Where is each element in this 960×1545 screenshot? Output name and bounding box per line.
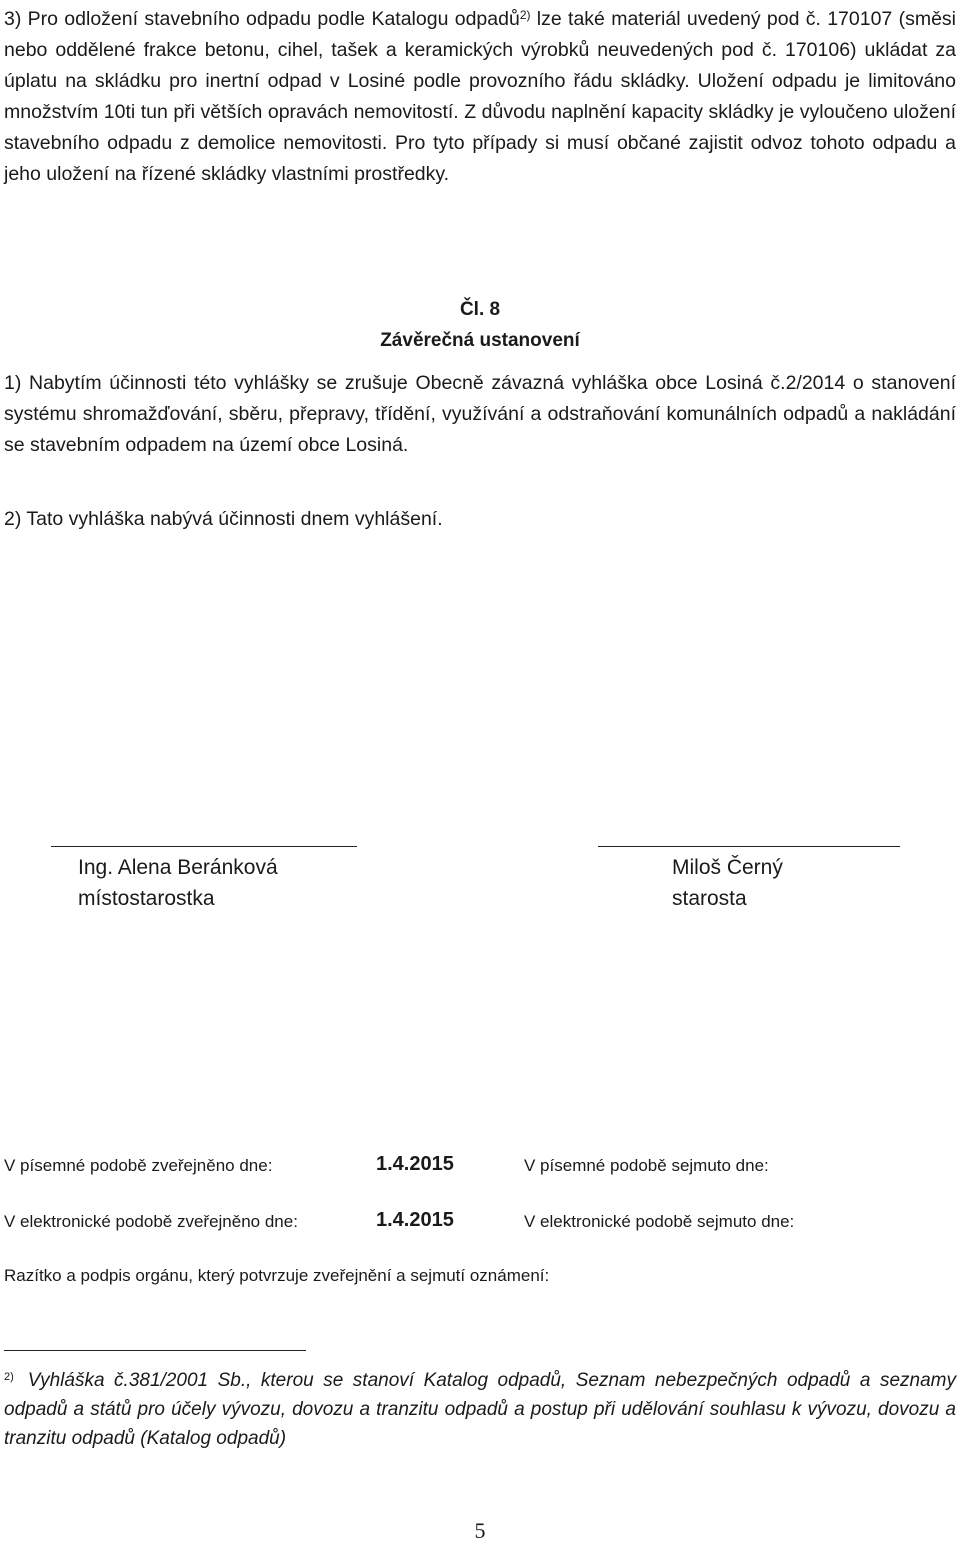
footnote-text: Vyhláška č.381/2001 Sb., kterou se stanoví Katalog odpadů, Seznam nebezpečných odpadů a seznamy odpadů a států pro účely vývozu, dovozu a tranzitu odpadů a postup při udělování souhlasu k vývozu, dovozu a tranzitu odpadů (Katalog odpadů): [4, 1370, 956, 1449]
electronic-published-label: V elektronické podobě zveřejněno dne:: [4, 1212, 298, 1231]
paragraph-number: 3): [4, 8, 22, 30]
page-number: 5: [474, 1518, 486, 1543]
stamp-and-signature-label: Razítko a podpis orgánu, který potvrzuje zveřejnění a sejmutí oznámení:: [4, 1266, 550, 1285]
article-item-2: 2) Tato vyhláška nabývá účinnosti dnem vyhlášení.: [4, 508, 443, 530]
article-item-1: 1) Nabytím účinnosti této vyhlášky se zrušuje Obecně závazná vyhláška obce Losiná č.2/2014 o stanovení systému shromažďování, sběru, přepravy, třídění, využívání a odstraňování komunálních odpadů a nakládání se stavebním odpadem na území obce Losiná.: [4, 372, 956, 456]
footnote-reference: 2): [519, 8, 531, 22]
printed-published-date: 1.4.2015: [376, 1153, 454, 1175]
article-title: Závěrečná ustanovení: [380, 330, 580, 351]
signatory-role-right: starosta: [672, 887, 747, 910]
footnote-separator: [4, 1350, 306, 1351]
article-number: Čl. 8: [459, 299, 501, 320]
signature-line-left: [51, 846, 357, 847]
printed-published-label: V písemné podobě zveřejněno dne:: [4, 1156, 273, 1175]
signatory-role-left: místostarostka: [78, 887, 215, 910]
footnote-mark: 2): [4, 1371, 14, 1383]
printed-removed-label: V písemné podobě sejmuto dne:: [524, 1156, 769, 1175]
paragraph-body: lze také materiál uvedený pod č. 170107 (směsi nebo oddělené frakce betonu, cihel, tašek a keramických výrobků neuvedených pod č. 170106) ukládat za úplatu na skládku pro inertní odpad v Losiné podle provozního řádu skládky. Uložení odpadu je limitováno množstvím 10ti tun při větších opravách nemovitostí. Z důvodu naplnění kapacity skládky je vyloučeno uložení stavebního odpadu z demolice nemovitosti. Pro tyto případy si musí občané zajistit odvoz tohoto odpadu a jeho uložení na řízené skládky vlastními prostředky.: [4, 8, 956, 185]
electronic-published-date: 1.4.2015: [376, 1209, 454, 1231]
paragraph-intro: Pro odložení stavebního odpadu podle Katalogu odpadů: [27, 8, 520, 30]
signatory-name-right: Miloš Černý: [672, 856, 783, 879]
electronic-removed-label: V elektronické podobě sejmuto dne:: [524, 1212, 795, 1231]
signature-line-right: [598, 846, 900, 847]
paragraph-3: [4, 4, 956, 190]
signatory-name-left: Ing. Alena Beránková: [78, 856, 278, 879]
footnote: [4, 1366, 956, 1453]
